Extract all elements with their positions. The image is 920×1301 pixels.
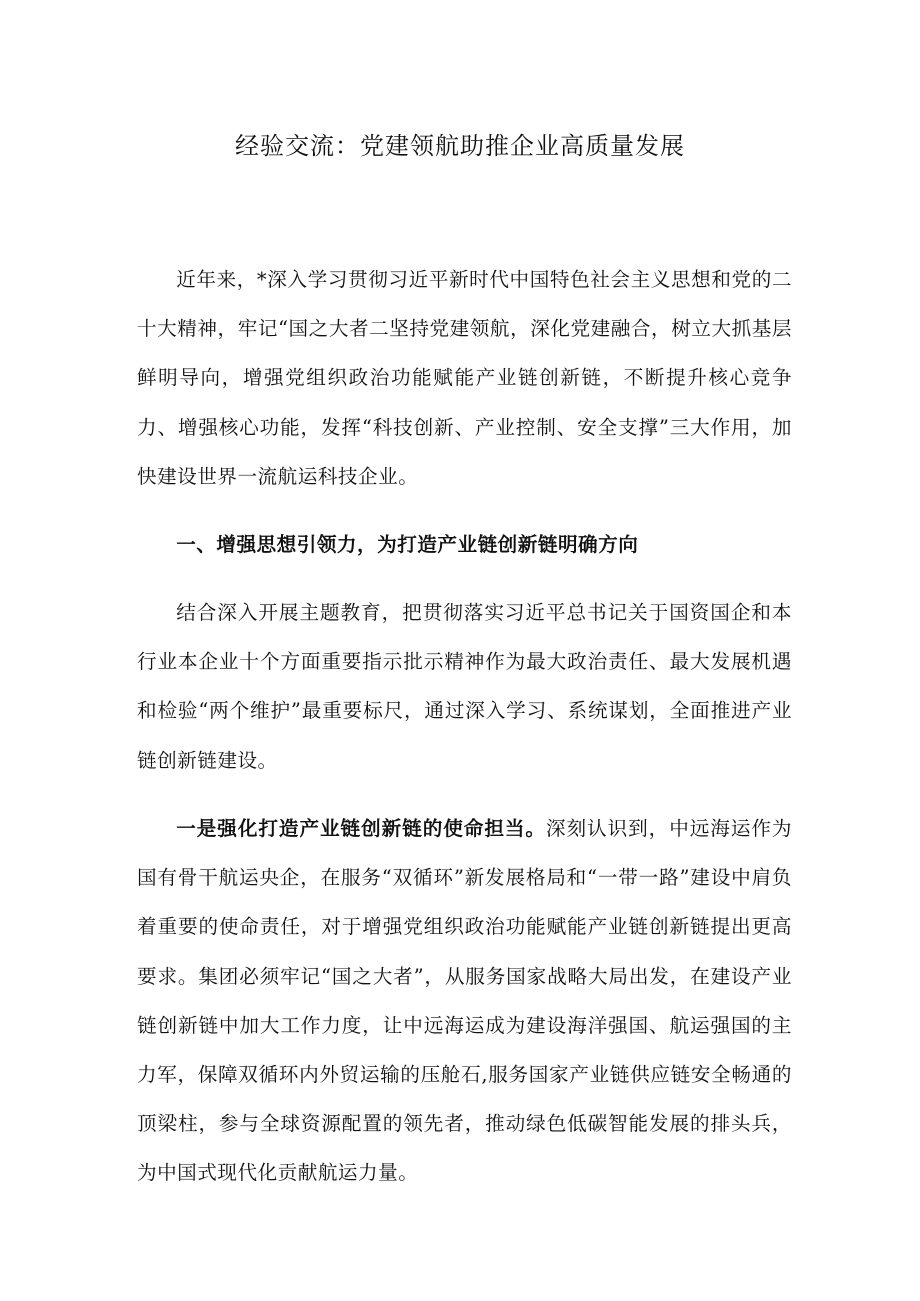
intro-paragraph: 近年来，*深入学习贯彻习近平新时代中国特色社会主义思想和党的二十大精神，牢记“国之大者二坚持党建领航，深化党建融合，树立大抓基层鲜明导向，增强党组织政治功能赋能产业链创新链，不断提升核心竞争力、增强核心功能，发挥“科技创新、产业控制、安全支撑”三大作用，加快建设世界一流航运科技企业。 <box>137 268 792 488</box>
point-paragraph <box>137 804 792 1198</box>
section-heading: 一、增强思想引领力，为打造产业链创新链明确方向 <box>176 533 639 556</box>
point-body-text: 深刻认识到，中远海运作为国有骨干航运央企，在服务“双循环”新发展格局和“一带一路”建设中肩负着重要的使命责任，对于增强党组织政治功能赋能产业链创新链提出更高要求。集团必须牢记“国之大者”，从服务国家战略大局出发，在建设产业链创新链中加大工作力度，让中远海运成为建设海洋强国、航运强国的主力军，保障双循环内外贸运输的压舱石,服务国家产业链供应链安全畅通的顶梁柱，参与全球资源配置的领先者，推动绿色低碳智能发展的排头兵，为中国式现代化贡献航运力量。 <box>137 817 793 1185</box>
section-body-paragraph: 结合深入开展主题教育，把贯彻落实习近平总书记关于国资国企和本行业本企业十个方面重要指示批示精神作为最大政治责任、最大发展机遇和检验“两个维护”最重要标尺，通过深入学习、系统谋划，全面推进产业链创新链建设。 <box>137 601 792 772</box>
document-title: 经验交流：党建领航助推企业高质量发展 <box>235 132 685 160</box>
point-lead-text: 一是强化打造产业链创新链的使命担当。 <box>176 817 546 840</box>
